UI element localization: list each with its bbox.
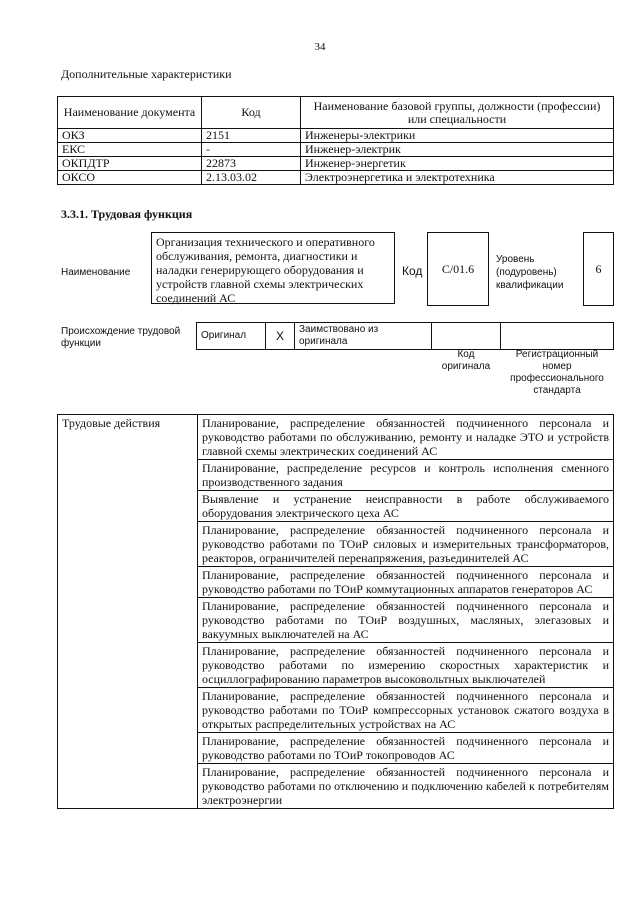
cell-code: - (202, 143, 301, 157)
function-name-box: Организация технического и оперативного обслуживания, ремонта, диагностики и наладки генерирующего оборудования и устройств главной схемы электрических соединений АС (151, 232, 395, 304)
action-item: Планирование, распределение обязанностей подчиненного персонала и руководство работами по ТОиР силовых и измерительных трансформаторов, реакторов, ограничителей перенапряжения, разъединителей АС (198, 522, 614, 567)
cell-document: ОКЗ (58, 129, 202, 143)
labor-actions-label: Трудовые действия (58, 415, 198, 809)
cell-group: Инженеры-электрики (301, 129, 614, 143)
name-label: Наименование (61, 267, 131, 278)
action-item: Планирование, распределение обязанностей подчиненного персонала и руководство работами по обслуживанию, ремонту и наладке ЭТО и устройств главной схемы электрических соединений АС (198, 415, 614, 460)
origin-label: Происхождение трудовой функции (61, 326, 181, 349)
cell-document: ЕКС (58, 143, 202, 157)
action-item: Планирование, распределение обязанностей подчиненного персонала и руководство работами по отключению и подключению кабелей к потребителям электроэнергии (198, 764, 614, 809)
cell-group: Электроэнергетика и электротехника (301, 171, 614, 185)
cell-code: 2151 (202, 129, 301, 143)
original-code-cell (432, 323, 501, 350)
cell-document: ОКСО (58, 171, 202, 185)
original-code-caption: Код оригинала (441, 349, 491, 372)
origin-row (197, 323, 614, 350)
additional-characteristics-title: Дополнительные характеристики (61, 67, 232, 81)
action-item: Планирование, распределение обязанностей подчиненного персонала и руководство работами по ТОиР воздушных, масляных, элегазовых и вакуумных выключателей на АС (198, 598, 614, 643)
code-value-box: C/01.6 (427, 232, 489, 306)
qualification-level-label: Уровень (подуровень) квалификации (496, 254, 564, 291)
original-label-cell: Оригинал (197, 323, 266, 350)
table-row (58, 129, 614, 143)
labor-actions-table (57, 414, 614, 809)
action-item: Планирование, распределение обязанностей подчиненного персонала и руководство работами по измерению скоростных характеристик и осциллографированию параметров высоковольтных выключателей (198, 643, 614, 688)
cell-code: 2.13.03.02 (202, 171, 301, 185)
table-row (58, 157, 614, 171)
cell-document: ОКПДТР (58, 157, 202, 171)
table-row (58, 143, 614, 157)
qualification-level-box: 6 (583, 232, 614, 306)
original-mark-cell: X (266, 323, 295, 350)
header-document-name: Наименование документа (58, 97, 202, 129)
reg-number-caption: Регистрационный номер профессионального стандарта (510, 349, 604, 396)
code-label: Код (402, 264, 423, 278)
table-row (58, 415, 614, 460)
header-group-name: Наименование базовой группы, должности (профессии) или специальности (301, 97, 614, 129)
table-row (58, 171, 614, 185)
borrowed-label-cell: Заимствовано из оригинала (295, 323, 432, 350)
cell-code: 22873 (202, 157, 301, 171)
action-item: Планирование, распределение обязанностей подчиненного персонала и руководство работами по ТОиР компрессорных установок сжатого воздуха в открытых распределительных устройствах на АС (198, 688, 614, 733)
additional-characteristics-table (57, 96, 614, 185)
header-code: Код (202, 97, 301, 129)
origin-table (196, 322, 614, 350)
page-number: 34 (314, 41, 326, 53)
reg-number-cell (501, 323, 614, 350)
table-header-row (58, 97, 614, 129)
cell-group: Инженер-энергетик (301, 157, 614, 171)
action-item: Выявление и устранение неисправности в работе обслуживаемого оборудования электрического цеха АС (198, 491, 614, 522)
action-item: Планирование, распределение обязанностей подчиненного персонала и руководство работами по ТОиР токопроводов АС (198, 733, 614, 764)
action-item: Планирование, распределение обязанностей подчиненного персонала и руководство работами по ТОиР коммутационных аппаратов генераторов АС (198, 567, 614, 598)
action-item: Планирование, распределение ресурсов и контроль исполнения сменного производственного задания (198, 460, 614, 491)
cell-group: Инженер-электрик (301, 143, 614, 157)
section-title: 3.3.1. Трудовая функция (61, 207, 193, 221)
